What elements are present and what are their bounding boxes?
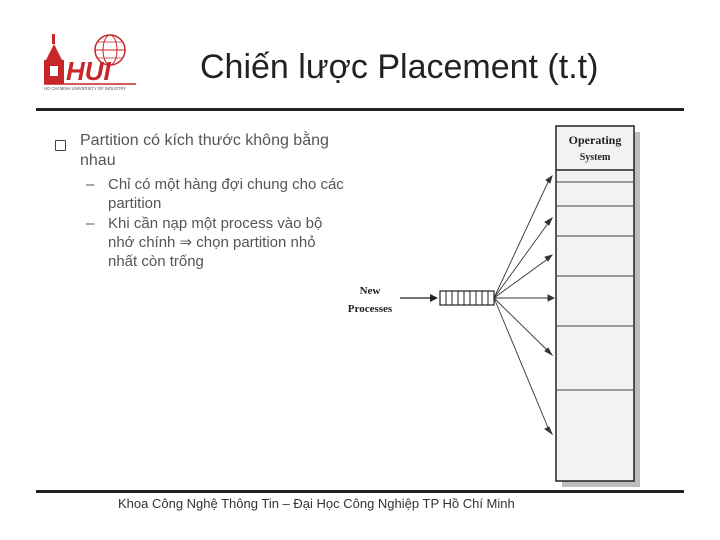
main-memory (556, 126, 634, 481)
queue-label-processes: Processes (347, 303, 393, 315)
tower-spire (52, 34, 55, 44)
subitem-dash: – (86, 215, 95, 232)
tower-window (50, 66, 58, 76)
os-label-operating: Operating (568, 133, 622, 147)
subitem-text: Khi cần nạp một process vào bộ nhớ chính ⇒ chọn partition nhỏ nhất còn trống (108, 215, 323, 270)
bullet-text: Partition có kích thước không bằng nhau (80, 132, 329, 169)
hui-logo-graphic (36, 30, 146, 92)
subitem-2 (86, 214, 346, 274)
slide-title: Chiến lược Placement (t.t) (200, 48, 599, 86)
os-label-system: System (579, 152, 611, 163)
dispatch-arrows (494, 176, 554, 434)
logo-wordmark: HUI (66, 56, 111, 86)
subitem-dash: – (86, 176, 95, 193)
top-divider (36, 108, 684, 111)
subitem-1 (86, 175, 346, 215)
queue-label-new: New (359, 285, 381, 297)
subitem-text: Chỉ có một hàng đợi chung cho các partition (108, 176, 344, 212)
logo-tagline: HO CHI MINH UNIVERSITY OF INDUSTRY (44, 86, 127, 91)
process-queue (440, 291, 494, 305)
bullet-square-icon (55, 140, 66, 151)
footer-text: Khoa Công Nghệ Thông Tin – Đại Học Công Nghiệp TP Hồ Chí Minh (118, 496, 515, 511)
placement-diagram (330, 118, 650, 495)
bottom-divider (36, 490, 684, 493)
university-logo (36, 30, 146, 92)
tower-roof (46, 44, 62, 60)
